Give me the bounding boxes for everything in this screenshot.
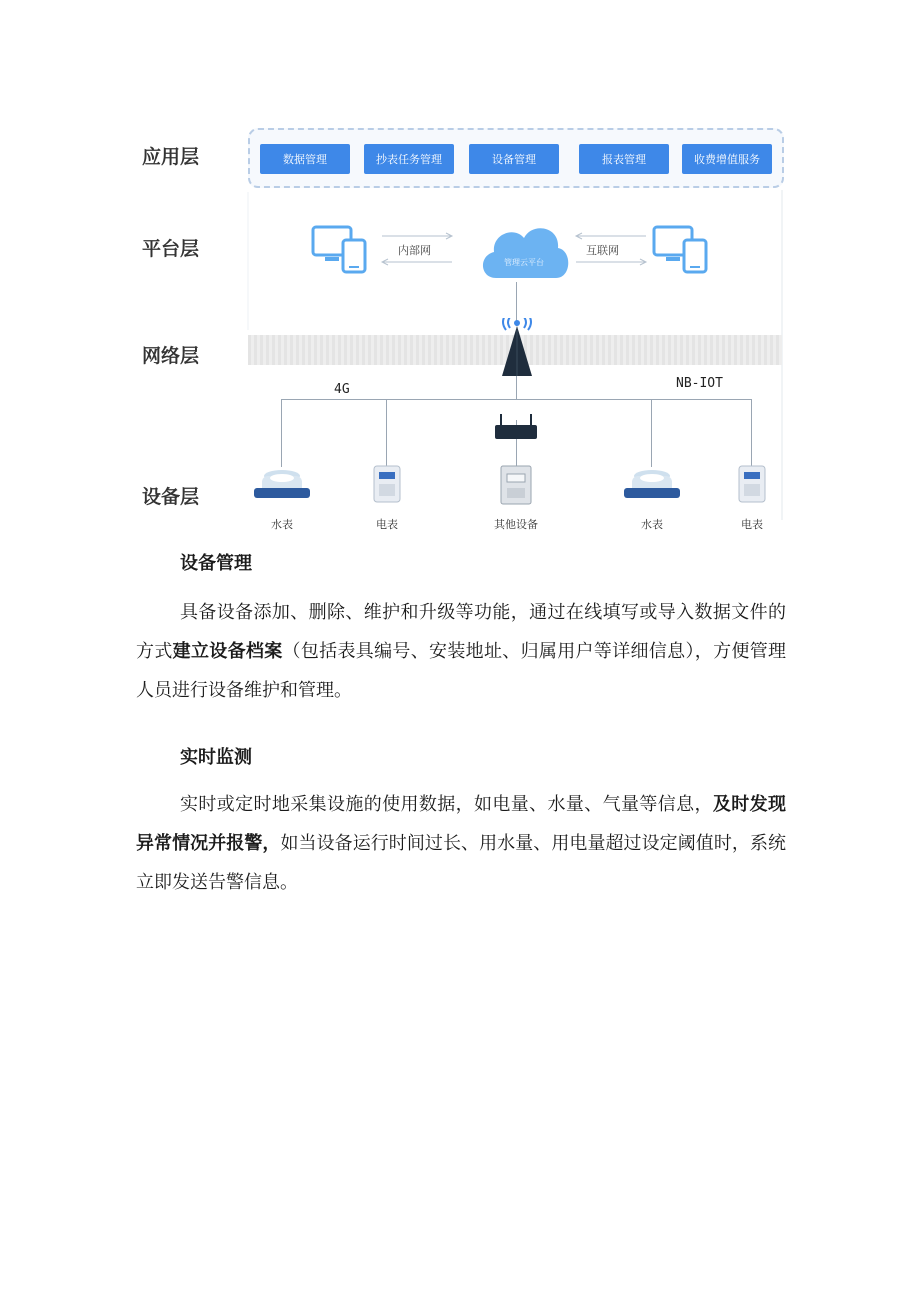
paragraph-text: 实时或定时地采集设施的使用数据，如电量、水量、气量等信息， <box>180 794 713 815</box>
water-meter-icon-2 <box>622 466 682 506</box>
electric-meter-icon-1 <box>372 464 402 504</box>
section-paragraph-device-management <box>136 593 786 710</box>
desktop-tablet-icon-right <box>652 224 712 274</box>
electric-meter-icon-2 <box>737 464 767 504</box>
paragraph-text: 如当设备运行时间过长、用水量、用电量超过设定阈值时，系统立即发送告警信息。 <box>136 833 787 893</box>
device-caption-2: 电表 <box>376 518 398 531</box>
module-data-management: 数据管理 <box>260 144 350 174</box>
layer-label-device: 设备层 <box>142 486 200 508</box>
architecture-diagram <box>136 120 786 532</box>
section-paragraph-realtime-monitoring <box>136 785 786 902</box>
layer-label-platform: 平台层 <box>142 238 200 260</box>
device-caption-4: 水表 <box>641 518 663 531</box>
device-caption-5: 电表 <box>741 518 763 531</box>
signal-tower-icon <box>492 318 542 378</box>
cloud-icon <box>476 218 572 284</box>
internet-label: 互联网 <box>586 244 619 257</box>
water-meter-icon-1 <box>252 466 312 506</box>
layer-label-network: 网络层 <box>142 345 200 367</box>
device-caption-3: 其他设备 <box>494 518 538 531</box>
label-nb-iot: NB-IOT <box>676 376 723 391</box>
drop-line-5 <box>751 399 752 467</box>
module-device-management: 设备管理 <box>469 144 559 174</box>
section-heading-device-management: 设备管理 <box>180 553 252 574</box>
module-report-management: 报表管理 <box>579 144 669 174</box>
router-icon <box>493 412 539 442</box>
drop-line-4 <box>651 399 652 467</box>
application-layer-box <box>248 128 784 188</box>
intranet-label: 内部网 <box>398 244 431 257</box>
tower-bus-connector <box>516 376 517 399</box>
section-heading-realtime-monitoring: 实时监测 <box>180 747 252 768</box>
gas-meter-icon <box>499 464 533 506</box>
module-billing-services: 收费增值服务 <box>682 144 772 174</box>
paragraph-emphasis: 建立设备档案 <box>172 641 283 662</box>
label-4g: 4G <box>334 382 350 397</box>
paragraph-emphasis: 及时发现异常情况并报警， <box>136 794 786 854</box>
device-bus-line <box>281 399 751 400</box>
desktop-tablet-icon-left <box>311 224 371 274</box>
cloud-platform-label: 管理云平台 <box>504 258 544 267</box>
device-caption-1: 水表 <box>271 518 293 531</box>
paragraph-text: （包括表具编号、安装地址、归属用户等详细信息），方便管理人员进行设备维护和管理。 <box>136 641 787 701</box>
layer-label-application: 应用层 <box>142 146 200 168</box>
module-meter-reading-tasks: 抄表任务管理 <box>364 144 454 174</box>
paragraph-text: 具备设备添加、删除、维护和升级等功能，通过在线填写或导入数据文件的方式 <box>136 602 786 662</box>
drop-line-2 <box>386 399 387 467</box>
drop-line-1 <box>281 399 282 467</box>
